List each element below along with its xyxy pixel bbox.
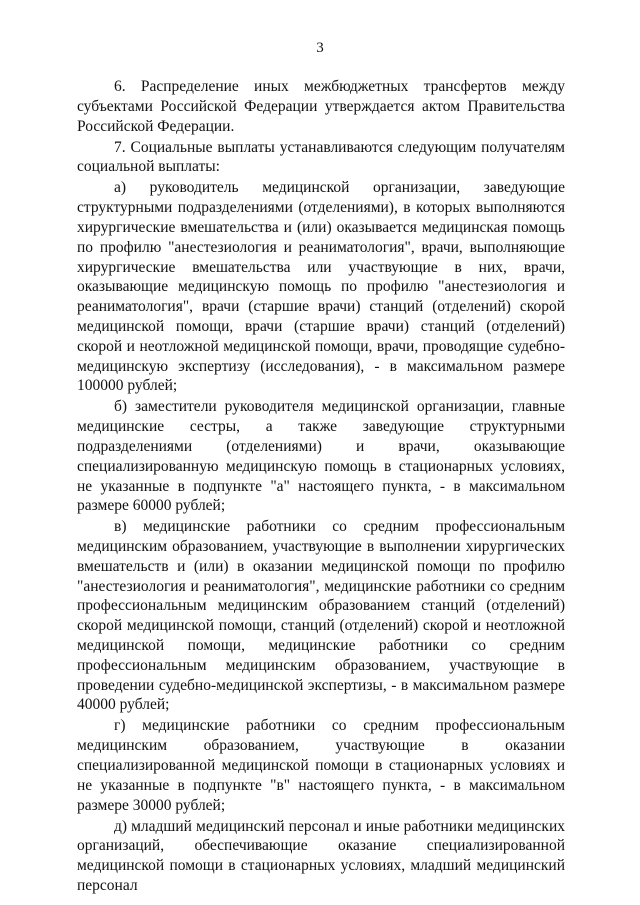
document-body [77, 77, 565, 897]
page-number: 3 [316, 40, 324, 56]
subparagraph-a: а) руководитель медицинской организации, заведующие структурными подразделениями (отделениями), в которых выполняются хирургические вмешательства и (или) оказывается медицинская помощь по профилю "анестезиология и реаниматология", врачи, выполняющие хирургические вмешательства или участвующие в них, врачи, оказывающие медицинскую помощь по профилю "анестезиология и реаниматология", врачи (старшие врачи) станций (отделений) скорой медицинской помощи, врачи (старшие врачи) станций (отделений) скорой и неотложной медицинской помощи, врачи, проводящие судебно-медицинскую экспертизу (исследования), - в максимальном размере 100000 рублей; [77, 179, 565, 395]
paragraph-6: 6. Распределение иных межбюджетных трансфертов между субъектами Российской Федерации утверждается актом Правительства Российской Федерации. [77, 78, 565, 135]
paragraph-7: 7. Социальные выплаты устанавливаются следующим получателям социальной выплаты: [77, 138, 565, 176]
subparagraph-b: б) заместители руководителя медицинской организации, главные медицинские сестры, а также заведующие структурными подразделениями (отделениями) и врачи, оказывающие специализированную медицинскую помощь в стационарных условиях, не указанные в подпункте "а" настоящего пункта, - в максимальном размере 60000 рублей; [77, 398, 565, 515]
subparagraph-d: д) младший медицинский персонал и иные работники медицинских организаций, обеспечивающие оказание специализированной медицинской помощи в стационарных условиях, младший медицинский персонал [77, 817, 565, 894]
subparagraph-v: в) медицинские работники со средним профессиональным медицинским образованием, участвующие в выполнении хирургических вмешательств и (или) в оказании медицинской помощи по профилю "анестезиология и реаниматология", медицинские работники со средним профессиональным медицинским образованием станций (отделений) скорой медицинской помощи, станций (отделений) скорой и неотложной медицинской помощи, медицинские работники со средним профессиональным медицинским образованием, участвующие в проведении судебно-медицинской экспертизы, - в максимальном размере 40000 рублей; [77, 518, 565, 714]
subparagraph-g: г) медицинские работники со средним профессиональным медицинским образованием, участвующие в оказании специализированной медицинской помощи в стационарных условиях и не указанные в подпункте "в" настоящего пункта, - в максимальном размере 30000 рублей; [77, 717, 565, 814]
